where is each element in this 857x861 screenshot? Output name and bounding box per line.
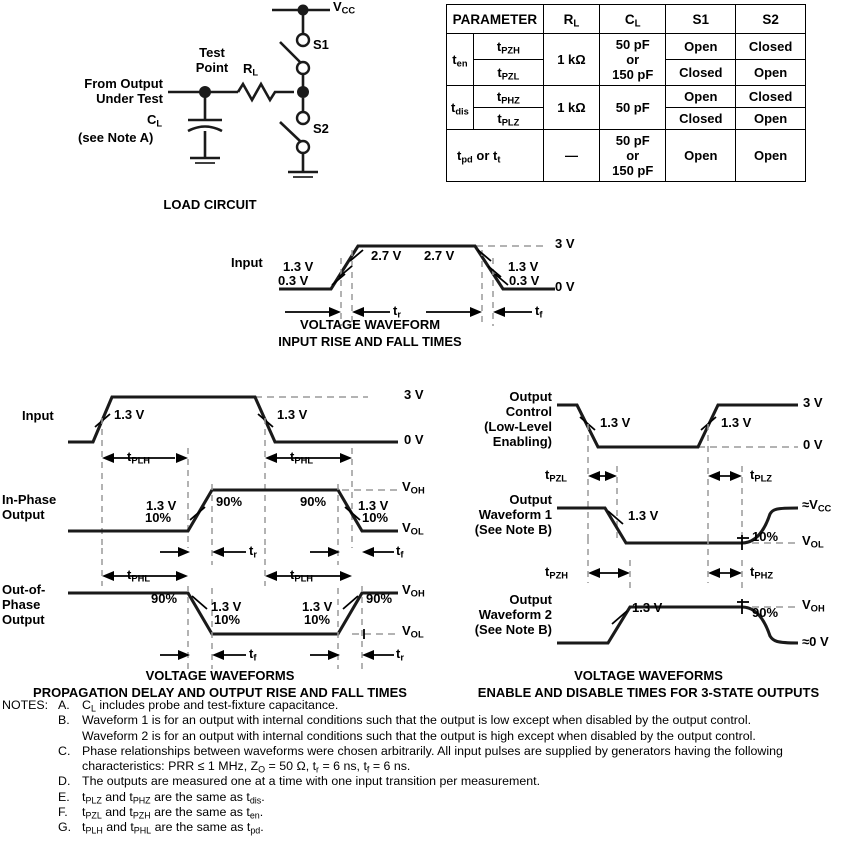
enable-13v-wf2: 1.3 V [632,600,663,615]
prop-10pct-inphase-rise: 10% [145,510,172,525]
prop-label-vol-1: $V_{OL}$ [402,520,424,537]
enable-10pct-wf1: 10% [752,529,779,544]
table-row [447,34,806,60]
enable-label-tplz: $t_{PLZ}$ [750,467,772,484]
note-spacer [2,805,58,820]
cell-tpzl: $t_{PZL}$ [473,60,543,86]
s2-label: S2 [313,121,329,136]
test-point-label: Test Point [195,45,229,75]
output-waveform1-label: Output Waveform 1 (See Note B) [474,492,552,537]
load-circuit-caption: LOAD CIRCUIT [163,197,257,212]
s1-label: S1 [313,37,329,52]
prop-label-tr-2: $t_r$ [396,646,404,663]
prop-10pct-outphase-rise: 10% [304,612,331,627]
tphz-arrow-group [708,538,742,590]
prop-label-tr-1: $t_r$ [249,543,257,560]
output-control-trace [557,405,798,447]
enable-label-approx-0v: ≈0 V [802,634,829,649]
note-letter: D. [58,774,71,789]
output-control-label: Output Control (Low-Level Enabling) [484,389,552,449]
cell-cl-en: 50 pF or 150 pF [600,34,666,86]
load-circuit [0,0,440,222]
input-signal-label: Input [231,255,263,270]
s2-upper-terminal [297,112,309,124]
header-s1: S1 [666,5,736,34]
tr-arrow-group [285,307,390,317]
table-row [447,86,806,108]
note-letter: A. [58,698,70,712]
prop-13v-input-fall: 1.3 V [277,407,308,422]
vcc-node [298,5,309,16]
note-letter: F. [58,805,68,820]
input-rise-fall-diagram [0,228,620,353]
outphase-tr-arrows [310,650,394,660]
note-letter [58,729,82,744]
prop-90pct-outphase-rise: 90% [366,591,393,606]
parameter-table [446,4,806,182]
cap-plate-bottom [188,127,222,132]
s1-blade [280,42,300,62]
enable-90pct-wf2: 90% [752,605,779,620]
prop-input-label: Input [22,408,54,423]
label-27v-rise: 2.7 V [371,248,402,263]
cell-tpd-or-tt: $t_{pd}$ or $t_t$ [447,130,544,182]
cell-s1-tplz: Closed [666,108,736,130]
note-row [2,729,855,744]
prop-label-voh-1: $V_{OH}$ [402,479,425,496]
note-row [2,698,855,713]
note-spacer [2,774,58,789]
cell-cl-pd: 50 pF or 150 pF [600,130,666,182]
s2-lower-terminal [297,141,309,153]
cell-s2-tplz: Open [736,108,806,130]
label-27v-fall: 2.7 V [424,248,455,263]
tpzl-arrow-group [588,466,617,538]
inphase-tr-arrows [160,547,246,557]
note-spacer [2,729,58,744]
propagation-delay-diagram [0,380,440,700]
prop-label-tplh-2: $t_{PLH}$ [290,567,314,584]
tpzh-arrow-group [588,538,630,590]
enable-label-tpzh: $t_{PZH}$ [545,564,569,581]
rl-label: $R_L$ [243,61,259,78]
prop-13v-outphase-fall: 1.3 V [211,599,242,614]
cell-s2-tphz: Closed [736,86,806,108]
prop-label-tf-1: $t_f$ [396,543,404,560]
s1-upper-terminal [297,34,309,46]
header-cl: $C_L$ [600,5,666,34]
enable-label-voh: $V_{OH}$ [802,597,825,614]
cell-tpzh: $t_{PZH}$ [473,34,543,60]
note-text: Waveform 2 is for an output with internal conditions such that the output is high except when disabled by the output control. [82,728,756,743]
prop-13v-inphase-rise: 1.3 V [146,498,177,513]
note-spacer [2,790,58,805]
prop-inphase-label: In-Phase Output [2,492,57,522]
load-circuit-svg [0,0,440,222]
tick-13v-inphase-rise [190,507,205,520]
enable-caption: VOLTAGE WAVEFORMS ENABLE AND DISABLE TIMES FOR 3-STATE OUTPUTS [477,668,820,700]
enable-13v-ctrl-rise: 1.3 V [721,415,752,430]
cell-tplz: $t_{PLZ}$ [473,108,543,130]
prop-90pct-inphase-fall: 90% [300,494,327,509]
cell-tphz: $t_{PHZ}$ [473,86,543,108]
prop-13v-input-rise: 1.3 V [114,407,145,422]
note-text: Phase relationships between waveforms were chosen arbitrarily. All input pulses are supplied by generators having the following [82,743,783,758]
label-tr: $t_r$ [393,303,401,320]
prop-label-3v: 3 V [404,387,424,402]
prop-label-vol-2: $V_{OL}$ [402,623,424,640]
notes-title: NOTES: [2,698,49,712]
cell-s1-pd: Open [666,130,736,182]
note-text: $t_{PLZ}$ and $t_{PHZ}$ are the same as $t_{dis}$. [82,789,265,806]
note-row [2,713,855,728]
prop-label-0v: 0 V [404,432,424,447]
s1-lower-terminal [297,62,309,74]
enable-13v-wf1: 1.3 V [628,508,659,523]
note-row [2,759,855,774]
cl-note-label: (see Note A) [78,130,154,145]
tf-arrow-group [426,307,532,317]
inphase-tf-arrows [310,547,394,557]
note-text: The outputs are measured one at a time with one input transition per measurement. [82,774,541,789]
note-letter: B. [58,713,70,728]
input-waveform-caption: VOLTAGE WAVEFORM INPUT RISE AND FALL TIMES [278,317,462,349]
cell-s1-tpzl: Closed [666,60,736,86]
note-text: $t_{PZL}$ and $t_{PZH}$ are the same as $t_{en}$. [82,805,264,821]
cl-label: $C_L$ [147,112,163,129]
note-spacer [2,744,58,759]
s2-blade [280,122,300,141]
resistor-rl-symbol [238,84,294,100]
table-row [447,130,806,182]
note-row [2,805,855,820]
header-s2: S2 [736,5,806,34]
prop-10pct-inphase-fall: 10% [362,510,389,525]
enable-label-vol: $V_{OL}$ [802,533,824,550]
note-row [2,820,855,835]
notes-block [2,698,855,836]
source-label: From Output Under Test [84,76,163,106]
prop-label-voh-2: $V_{OH}$ [402,582,425,599]
cell-cl-dis: 50 pF [600,86,666,130]
prop-10pct-outphase-fall: 10% [214,612,241,627]
cell-ten: $t_{en}$ [447,34,474,86]
cell-s2-pd: Open [736,130,806,182]
output-waveform2-label: Output Waveform 2 (See Note B) [474,592,552,637]
note-text: Waveform 1 is for an output with internal conditions such that the output is low except when disabled by the output control. [82,713,752,728]
enable-label-tpzl: $t_{PZL}$ [545,467,567,484]
label-13v-rise: 1.3 V [283,259,314,274]
note-spacer [2,820,58,835]
note-letter: E. [58,789,70,804]
label-3v: 3 V [555,236,575,251]
prop-label-tplh-1: $t_{PLH}$ [127,449,151,466]
header-parameter: PARAMETER [447,5,544,34]
rl-right-node [297,86,309,98]
cell-rl-pd: — [543,130,599,182]
prop-label-tf-2: $t_f$ [249,646,257,663]
prop-90pct-inphase-rise: 90% [216,494,243,509]
prop-13v-outphase-rise: 1.3 V [302,599,333,614]
vcc-label: $V_{CC}$ [333,0,356,16]
cell-s2-tpzh: Closed [736,34,806,60]
note-row [2,774,855,789]
enable-disable-diagram [440,380,857,700]
prop-13v-inphase-fall: 1.3 V [358,498,389,513]
note-letter: C. [58,743,71,758]
propagation-delay-svg [0,380,440,692]
label-tf: $t_f$ [535,303,543,320]
prop-90pct-outphase-fall: 90% [151,591,178,606]
cell-rl-en: 1 kΩ [543,34,599,86]
note-row [2,790,855,805]
enable-label-approx-vcc: $\approx V_{CC}$ [802,497,832,514]
note-spacer [2,759,58,774]
note-text: $C_L$ includes probe and test-fixture capacitance. [82,698,339,714]
note-text: $t_{PLH}$ and $t_{PHL}$ are the same as $t_{pd}$. [82,820,264,836]
cell-rl-dis: 1 kΩ [543,86,599,130]
label-03v-rise: 0.3 V [278,273,309,288]
note-letter: G. [58,820,72,835]
cell-tdis: $t_{dis}$ [447,86,474,130]
label-0v: 0 V [555,279,575,294]
note-text: characteristics: PRR ≤ 1 MHz, $Z_O = 50$ Ω, $t_r = 6$ ns, $t_f = 6$ ns. [82,759,411,775]
enable-label-tphz: $t_{PHZ}$ [750,564,774,581]
table-header-row [447,5,806,34]
prop-label-tphl-1: $t_{PHL}$ [290,449,314,466]
note-row [2,744,855,759]
cell-s2-tpzl: Open [736,60,806,86]
enable-label-3v: 3 V [803,395,823,410]
enable-13v-ctrl-fall: 1.3 V [600,415,631,430]
label-13v-fall: 1.3 V [508,259,539,274]
label-03v-fall: 0.3 V [509,273,540,288]
cell-s1-tpzh: Open [666,34,736,60]
prop-label-tphl-2: $t_{PHL}$ [127,567,151,584]
note-letter [58,759,82,774]
propagation-caption: VOLTAGE WAVEFORMS PROPAGATION DELAY AND OUTPUT RISE AND FALL TIMES [33,668,407,700]
prop-outphase-label: Out-of- Phase Output [2,582,46,627]
cell-s1-tphz: Open [666,86,736,108]
tplz-arrow-group [708,466,742,538]
header-rl: $R_L$ [543,5,599,34]
enable-label-0v: 0 V [803,437,823,452]
outphase-tf-arrows [160,650,246,660]
note-spacer [2,713,58,728]
